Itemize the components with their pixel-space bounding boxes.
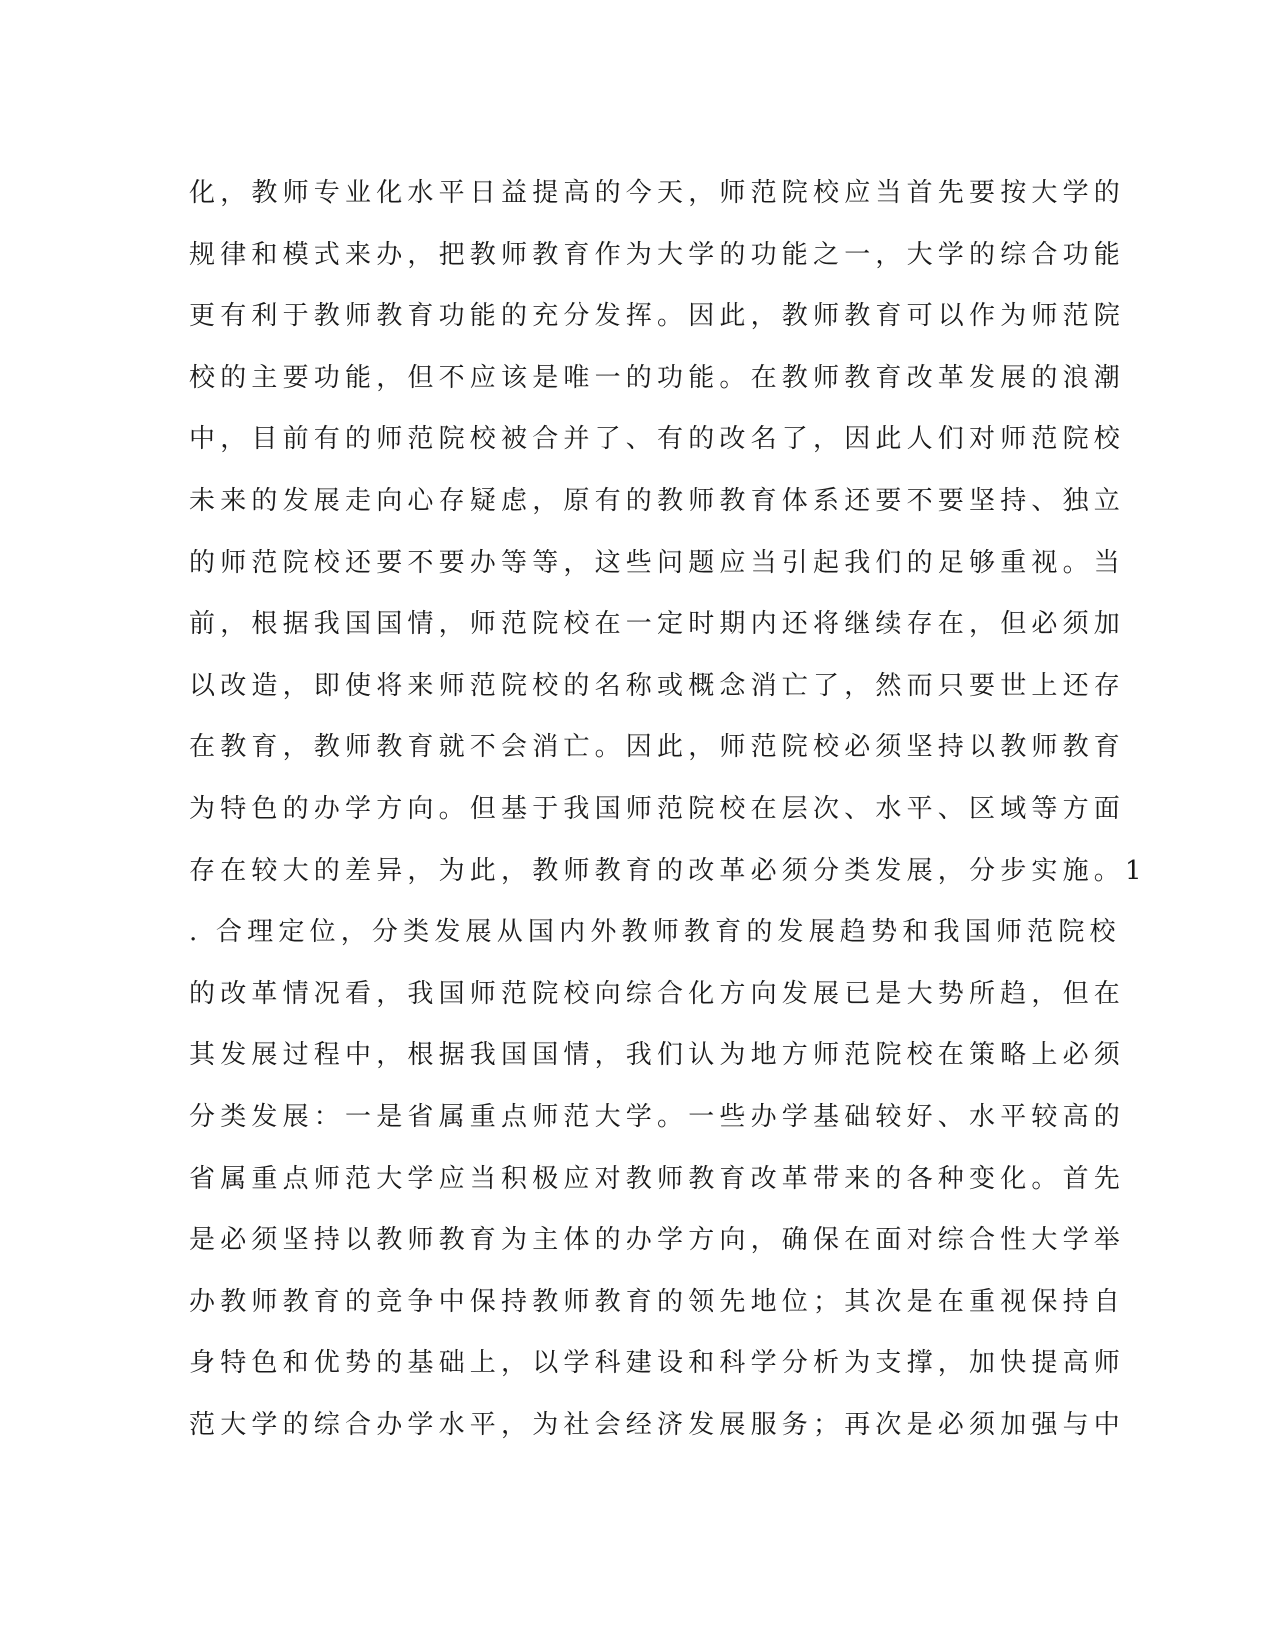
body-text	[189, 163, 1147, 1456]
text-line: 分类发展：一是省属重点师范大学。一些办学基础较好、水平较高的	[189, 1101, 1126, 1132]
text-line: 办教师教育的竞争中保持教师教育的领先地位；其次是在重视保持自	[189, 1286, 1126, 1317]
text-line: 校的主要功能，但不应该是唯一的功能。在教师教育改革发展的浪潮	[189, 362, 1126, 393]
text-line: 未来的发展走向心存疑虑，原有的教师教育体系还要不要坚持、独立	[189, 485, 1126, 516]
text-line: 为特色的办学方向。但基于我国师范院校在层次、水平、区域等方面	[189, 793, 1126, 824]
text-line: 前，根据我国国情，师范院校在一定时期内还将继续存在，但必须加	[189, 609, 1126, 640]
text-line: 的改革情况看，我国师范院校向综合化方向发展已是大势所趋，但在	[189, 978, 1126, 1009]
text-line: 身特色和优势的基础上，以学科建设和科学分析为支撑，加快提高师	[189, 1348, 1126, 1379]
text-line: . 合理定位，分类发展从国内外教师教育的发展趋势和我国师范院校	[189, 917, 1121, 948]
text-line: 化，教师专业化水平日益提高的今天，师范院校应当首先要按大学的	[189, 178, 1126, 208]
text-line: 范大学的综合办学水平，为社会经济发展服务；再次是必须加强与中	[189, 1409, 1126, 1440]
text-line: 的师范院校还要不要办等等，这些问题应当引起我们的足够重视。当	[189, 547, 1126, 578]
text-line: 其发展过程中，根据我国国情，我们认为地方师范院校在策略上必须	[189, 1040, 1126, 1071]
text-line: 中，目前有的师范院校被合并了、有的改名了，因此人们对师范院校	[189, 424, 1126, 455]
text-line: 是必须坚持以教师教育为主体的办学方向，确保在面对综合性大学举	[189, 1225, 1126, 1256]
text-line: 存在较大的差异，为此，教师教育的改革必须分类发展，分步实施。1	[189, 855, 1147, 886]
text-line: 省属重点师范大学应当积极应对教师教育改革带来的各种变化。首先	[189, 1163, 1126, 1194]
text-line: 更有利于教师教育功能的充分发挥。因此，教师教育可以作为师范院	[189, 301, 1126, 332]
text-line: 规律和模式来办，把教师教育作为大学的功能之一，大学的综合功能	[189, 239, 1126, 270]
text-line: 以改造，即使将来师范院校的名称或概念消亡了，然而只要世上还存	[189, 670, 1126, 701]
text-line: 在教育，教师教育就不会消亡。因此，师范院校必须坚持以教师教育	[189, 732, 1126, 763]
